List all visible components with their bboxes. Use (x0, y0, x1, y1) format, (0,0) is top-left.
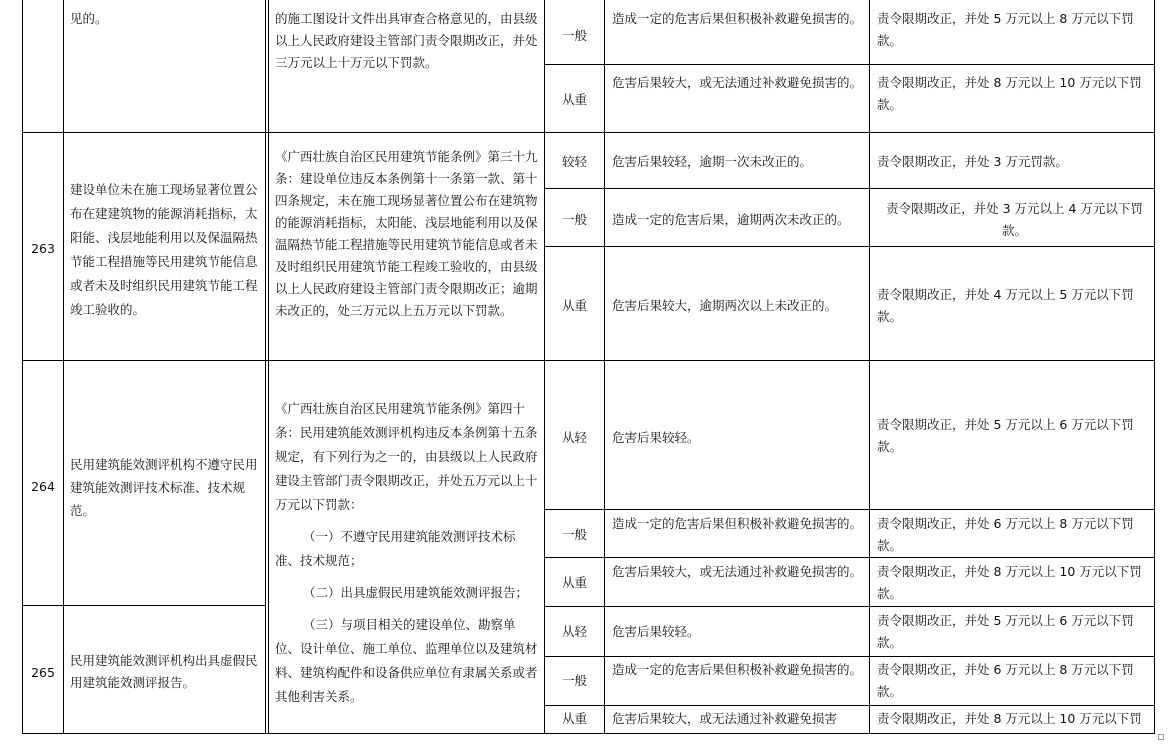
circumstance-cell: 造成一定的危害后果但积极补救避免损害的。 (612, 516, 863, 531)
circumstance-cell: 危害后果较轻。 (612, 430, 700, 445)
circumstance-cell: 危害后果较轻，逾期一次未改正的。 (612, 154, 813, 169)
border-line (604, 0, 605, 734)
standard-cell: 责令限期改正，并处 3 万元以上 4 万元以下罚款。 (886, 201, 1143, 238)
behavior-cell: 民用建筑能效测评机构不遵守民用建筑能效测评技术标准、技术规范。 (70, 457, 258, 518)
level-cell: 从重 (561, 92, 587, 107)
level-cell: 从重 (561, 298, 587, 313)
resize-handle (1158, 734, 1164, 740)
behavior-cell: 建设单位未在施工现场显著位置公布在建建筑物的能源消耗指标，太阳能、浅层地能利用以及保温隔热节能工程措施等民用建筑节能信息或者未及时组织民用建筑节能工程竣工验收的。 (70, 182, 258, 317)
basis-item: （一）不遵守民用建筑能效测评技术标准、技术规范； (275, 529, 516, 568)
level-cell: 一般 (561, 28, 587, 43)
circumstance-cell: 危害后果较大，逾期两次以上未改正的。 (612, 298, 838, 313)
standard-cell: 责令限期改正，并处 5 万元以上 8 万元以下罚款。 (877, 11, 1134, 48)
level-cell: 从轻 (561, 624, 587, 639)
standard-cell: 责令限期改正，并处 8 万元以上 10 万元以下罚款。 (877, 75, 1142, 112)
border-line (22, 360, 1155, 361)
behavior-cell: 民用建筑能效测评机构出具虚假民用建筑能效测评报告。 (70, 653, 258, 690)
standard-cell: 责令限期改正，并处 4 万元以上 5 万元以下罚款。 (877, 287, 1134, 324)
circumstance-cell: 造成一定的危害后果，逾期两次未改正的。 (612, 212, 850, 227)
circumstance-cell: 造成一定的危害后果但积极补救避免损害的。 (612, 662, 863, 677)
standard-cell: 责令限期改正，并处 8 万元以上 10 万元以下罚款。 (877, 564, 1142, 601)
basis-cell: 《广西壮族自治区民用建筑节能条例》第四十条：民用建筑能效测评机构违反本条例第十五条规定，有下列行为之一的，由县级以上人民政府建设主管部门责令限期改正，并处五万元以上十万元以下罚款： (275, 401, 538, 512)
border-line (265, 0, 266, 734)
level-cell: 较轻 (561, 154, 587, 169)
border-line (22, 132, 1155, 133)
level-cell: 一般 (561, 673, 587, 688)
standard-cell: 责令限期改正，并处 5 万元以上 6 万元以下罚款。 (877, 613, 1134, 650)
level-cell: 一般 (561, 212, 587, 227)
circumstance-cell: 危害后果较轻。 (612, 624, 700, 639)
row-number: 265 (31, 665, 55, 680)
border-line (544, 246, 1155, 247)
border-line (544, 705, 1155, 706)
circumstance-cell: 危害后果较大，或无法通过补救避免损害的。 (612, 75, 863, 90)
border-line (544, 509, 1155, 510)
border-line (22, 733, 1155, 734)
border-line (544, 188, 1155, 189)
behavior-cell: 见的。 (70, 11, 108, 26)
border-line (544, 64, 1155, 65)
standard-cell: 责令限期改正，并处 6 万元以上 8 万元以下罚款。 (877, 516, 1134, 553)
circumstance-cell: 造成一定的危害后果但积极补救避免损害的。 (612, 11, 863, 26)
border-line (22, 605, 266, 606)
border-line (22, 0, 23, 734)
standard-cell: 责令限期改正，并处 3 万元罚款。 (877, 154, 1068, 169)
level-cell: 从重 (561, 575, 587, 590)
basis-cell: 《广西壮族自治区民用建筑节能条例》第三十九条：建设单位违反本条例第十一条第一款、第十四条规定，未在施工现场显著位置公布在建筑物的能源消耗指标，太阳能、浅层地能利用以及保温隔热节能工程措施等民用建筑节能信息或者未及时组织民用建筑节能工程竣工验收的，由县级以上人民政府建设主管部门责令限期改正；逾期未改正的，处三万元以上五万元以下罚款。 (275, 149, 538, 318)
border-line (544, 557, 1155, 558)
border-line (1154, 0, 1155, 734)
basis-cell: 的施工图设计文件出具审查合格意见的，由县级以上人民政府建设主管部门责令限期改正，并处三万元以上十万元以下罚款。 (275, 11, 538, 70)
row-number: 263 (31, 241, 55, 256)
level-cell: 从轻 (561, 430, 587, 445)
row-number: 264 (31, 479, 55, 494)
standard-cell: 责令限期改正，并处 5 万元以上 6 万元以下罚款。 (877, 417, 1134, 454)
border-line (544, 656, 1155, 657)
border-line (544, 606, 1155, 607)
circumstance-cell: 危害后果较大，或无法通过补救避免损害 (612, 711, 838, 726)
basis-item: （三）与项目相关的建设单位、勘察单位、设计单位、施工单位、监理单位以及建筑材料、建筑构配件和设备供应单位有隶属关系或者其他利害关系。 (275, 617, 538, 704)
basis-item: （二）出具虚假民用建筑能效测评报告； (303, 585, 529, 600)
level-cell: 从重 (561, 711, 587, 726)
level-cell: 一般 (561, 527, 587, 542)
standard-cell: 责令限期改正，并处 8 万元以上 10 万元以下罚 (877, 711, 1142, 726)
border-line (869, 0, 870, 734)
border-line (268, 0, 269, 734)
border-line (63, 0, 64, 734)
circumstance-cell: 危害后果较大，或无法通过补救避免损害的。 (612, 564, 863, 579)
standard-cell: 责令限期改正，并处 6 万元以上 8 万元以下罚款。 (877, 662, 1134, 699)
